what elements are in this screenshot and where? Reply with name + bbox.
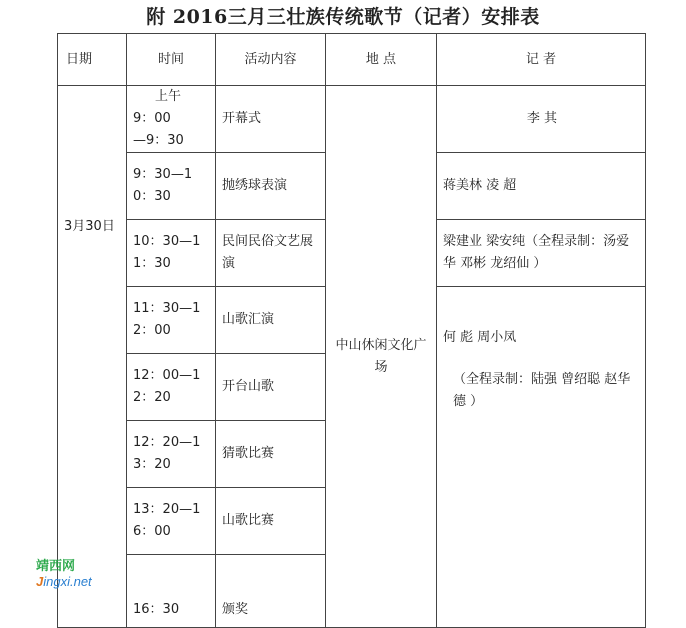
time-cell [127, 153, 216, 220]
time-line: 9：00 [133, 111, 171, 126]
activity-cell: 山歌比赛 [216, 488, 326, 555]
time-line: 10：30—1 [133, 234, 201, 249]
header-location: 地 点 [326, 34, 437, 86]
time-line: 12：00—1 [133, 368, 201, 383]
header-time: 时间 [127, 34, 216, 86]
time-line: 13：20—1 [133, 502, 201, 517]
time-line: 2：00 [133, 323, 171, 338]
time-line: 12：20—1 [133, 435, 201, 450]
header-reporters: 记 者 [437, 34, 646, 86]
date-cell: 3月30日 [58, 86, 127, 628]
activity-cell: 猜歌比赛 [216, 421, 326, 488]
reporter-cell: 梁建业 梁安纯（全程录制：汤爱华 邓彬 龙绍仙 ） [437, 220, 646, 287]
table-header-row [58, 34, 646, 86]
time-line: 1：30 [133, 256, 171, 271]
watermark-domain-rest: ingxi.net [43, 574, 92, 589]
time-cell [127, 488, 216, 555]
table-row [58, 86, 646, 153]
watermark-domain [36, 574, 126, 590]
reporter-cell: 蒋美林 凌 超 [437, 153, 646, 220]
time-line: —9：30 [133, 133, 184, 148]
activity-cell: 开幕式 [216, 86, 326, 153]
site-watermark [36, 558, 126, 590]
time-line: 2：20 [133, 390, 171, 405]
reporter-names: 何 彪 周小凤 [443, 330, 517, 345]
reporter-cell: 李 其 [437, 86, 646, 153]
time-line: 16：30 [133, 602, 180, 617]
time-cell [127, 287, 216, 354]
watermark-name: 靖西网 [36, 558, 76, 573]
time-line: 6：00 [133, 524, 171, 539]
time-line: 3：20 [133, 457, 171, 472]
page-title: 附 2016三月三壮族传统歌节（记者）安排表 [146, 6, 540, 28]
activity-cell: 民间民俗文艺展演 [216, 220, 326, 287]
activity-cell: 开台山歌 [216, 354, 326, 421]
time-cell [127, 354, 216, 421]
watermark-domain-initial: J [36, 574, 44, 589]
activity-cell: 颁奖 [216, 555, 326, 628]
header-activity: 活动内容 [216, 34, 326, 86]
header-date: 日期 [58, 34, 127, 86]
location-cell: 中山休闲文化广场 [326, 86, 437, 628]
activity-cell: 抛绣球表演 [216, 153, 326, 220]
time-cell [127, 86, 216, 153]
reporter-recording-note: （全程录制：陆强 曾绍聪 赵华德 ） [453, 372, 631, 409]
reporter-cell [437, 287, 646, 628]
time-cell [127, 220, 216, 287]
time-line: 上午 [155, 89, 182, 104]
time-line: 9：30—1 [133, 167, 193, 182]
activity-cell: 山歌汇演 [216, 287, 326, 354]
time-cell [127, 555, 216, 628]
time-line: 11：30—1 [133, 301, 201, 316]
schedule-table [57, 33, 646, 628]
time-cell [127, 421, 216, 488]
time-line: 0：30 [133, 189, 171, 204]
